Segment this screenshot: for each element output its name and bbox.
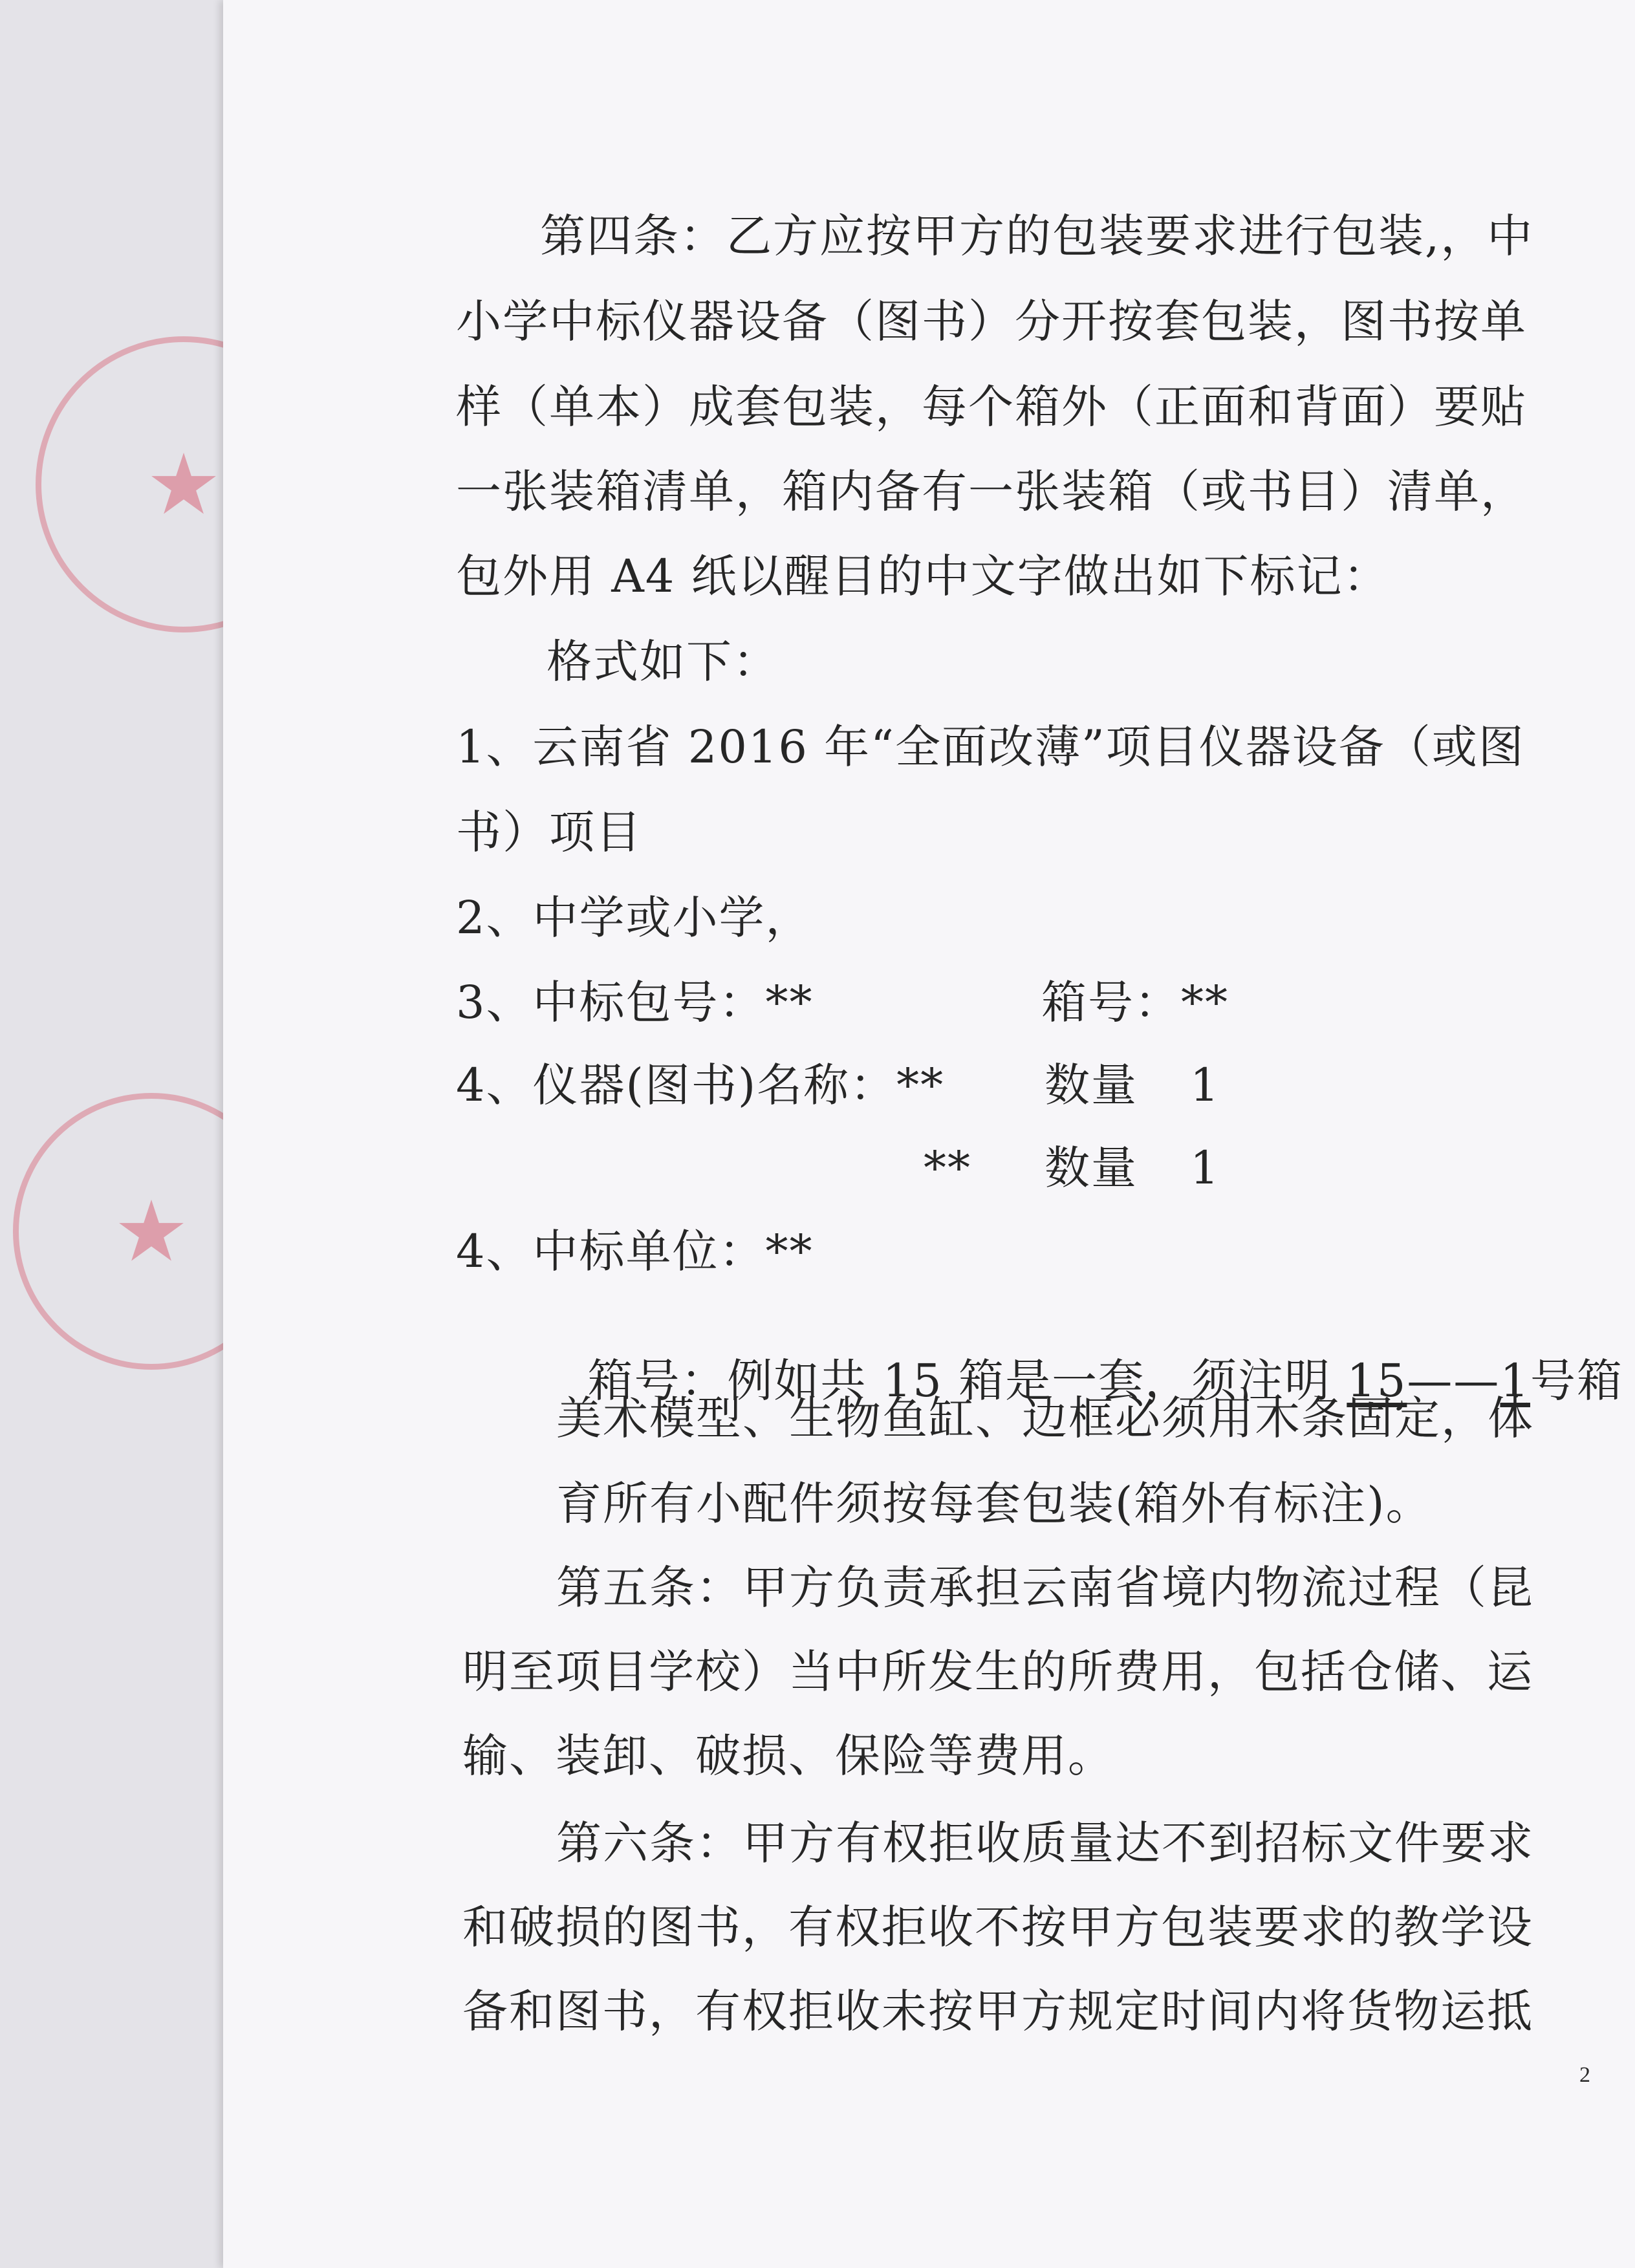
item-instrument-name-2: ** [924, 1141, 971, 1194]
text-line: 样（单本）成套包装，每个箱外（正面和背面）要贴 [456, 380, 1527, 433]
seal-star-icon: ★ [146, 435, 222, 534]
item-instrument-name: 4、仪器(图书)名称：** [456, 1059, 945, 1112]
quantity-value: 1 [1190, 1141, 1219, 1194]
box-number-note [556, 1313, 1623, 1407]
item-bid-package: 3、中标包号：** [456, 976, 814, 1029]
item-winning-unit: 4、中标单位：** [456, 1225, 814, 1278]
quantity-label: 数量 [1045, 1141, 1138, 1194]
text-line: 小学中标仪器设备（图书）分开按套包装，图书按单 [456, 295, 1527, 348]
text-line: 第四条：乙方应按甲方的包装要求进行包装,，中 [540, 210, 1534, 263]
text-line: 育所有小配件须按每套包装(箱外有标注)。 [556, 1477, 1433, 1530]
text-line: 格式如下： [547, 635, 779, 688]
box-note-suffix: 号箱 [1530, 1354, 1623, 1407]
text-line: 书）项目 [456, 806, 642, 859]
text-line: 2、中学或小学， [456, 891, 812, 944]
item-box-number: 箱号：** [1041, 976, 1229, 1029]
quantity-value: 1 [1190, 1059, 1219, 1112]
seal-star-icon: ★ [113, 1182, 189, 1280]
box-total: 15 [1347, 1354, 1407, 1407]
text-line: 输、装卸、破损、保险等费用。 [462, 1729, 1114, 1782]
quantity-label: 数量 [1045, 1059, 1138, 1112]
box-note-prefix: 箱号：例如共 15 箱是一套，须注明 [587, 1354, 1347, 1407]
text-line: 包外用 A4 纸以醒目的中文字做出如下标记： [456, 550, 1390, 603]
text-line: 备和图书，有权拒收未按甲方规定时间内将货物运抵 [462, 1985, 1533, 2038]
box-dash: —— [1407, 1354, 1500, 1407]
box-index: 1 [1500, 1354, 1530, 1407]
text-line: 1、云南省 2016 年“全面改薄”项目仪器设备（或图 [456, 720, 1525, 773]
text-line: 和破损的图书，有权拒收不按甲方包装要求的教学设 [462, 1901, 1533, 1954]
text-line: 明至项目学校）当中所发生的所费用，包括仓储、运 [462, 1645, 1533, 1698]
page-number: 2 [1579, 2063, 1590, 2087]
text-line: 美术模型、生物鱼缸、边框必须用木条固定，体 [556, 1392, 1534, 1445]
text-line: 一张装箱清单，箱内备有一张装箱（或书目）清单， [456, 465, 1527, 518]
text-line: 第六条：甲方有权拒收质量达不到招标文件要求 [556, 1817, 1534, 1870]
text-line: 第五条：甲方负责承担云南省境内物流过程（昆 [556, 1561, 1534, 1614]
